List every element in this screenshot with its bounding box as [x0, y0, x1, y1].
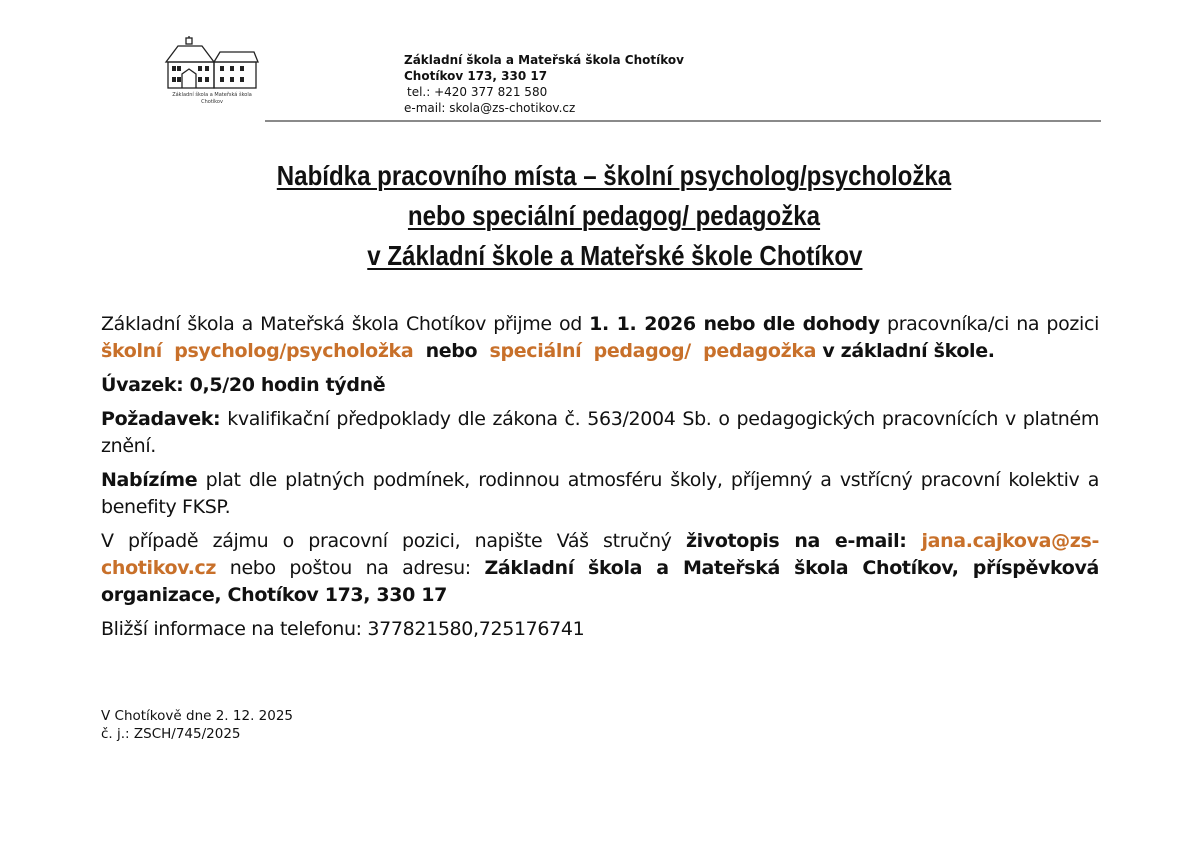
- page-title: [184, 156, 1044, 276]
- school-building-icon: [162, 36, 262, 92]
- offer-paragraph: [101, 467, 1099, 521]
- contact-email-link[interactable]: jana.cajkova@zs-chotikov.cz: [101, 530, 1099, 579]
- contact-paragraph: [101, 528, 1099, 609]
- contact-text: nebo poštou na adresu:: [216, 557, 485, 579]
- title-line-1: Nabídka pracovního místa – školní psycholog/psycholožka: [276, 160, 952, 191]
- organization-email: e-mail: skola@zs-chotikov.cz: [404, 101, 576, 115]
- title-line-2: nebo speciální pedagog/ pedagožka: [407, 200, 821, 231]
- intro-paragraph: [101, 311, 1099, 365]
- logo-caption-line1: Základní škola a Mateřská škola: [172, 92, 252, 98]
- title-line-3: v Základní škole a Mateřské škole Chotíkov: [367, 240, 863, 271]
- organization-address: Chotíkov 173, 330 17: [404, 69, 548, 83]
- intro-text: Základní škola a Mateřská škola Chotíkov přijme od: [101, 313, 590, 335]
- organization-phone: tel.: +420 377 821 580: [407, 85, 548, 99]
- offer-label: Nabízíme: [101, 469, 198, 491]
- organization-header: [404, 52, 684, 116]
- intro-text: v základní škole.: [816, 340, 995, 362]
- cv-label: životopis na e-mail:: [685, 530, 907, 552]
- position-special-pedagogue: speciální pedagog/ pedagožka: [489, 340, 817, 362]
- requirement-paragraph: [101, 406, 1099, 460]
- postal-address: Základní škola a Mateřská škola Chotíkov, příspěvková organizace, Chotíkov 173, 330 17: [101, 557, 1100, 606]
- place-date: V Chotíkově dne 2. 12. 2025: [101, 708, 294, 724]
- position-psychologist: školní psycholog/psycholožka: [101, 340, 414, 362]
- reference-number: č. j.: ZSCH/745/2025: [101, 726, 241, 742]
- start-date: 1. 1. 2026 nebo dle dohody: [589, 313, 880, 335]
- document-body: [101, 311, 1099, 650]
- logo-caption: [162, 92, 262, 106]
- intro-text: pracovníka/ci na pozici: [879, 313, 1099, 335]
- document-footer: [101, 707, 293, 743]
- contact-text: V případě zájmu o pracovní pozici, napište Váš stručný: [101, 530, 686, 552]
- school-logo: [162, 36, 262, 108]
- offer-text: plat dle platných podmínek, rodinnou atmosféru školy, příjemný a vstřícný pracovní kolektiv a benefity FKSP.: [101, 469, 1099, 518]
- workload: Úvazek: 0,5/20 hodin týdně: [101, 374, 386, 396]
- requirement-text: kvalifikační předpoklady dle zákona č. 563/2004 Sb. o pedagogických pracovnících v platném znění.: [101, 408, 1099, 457]
- phone-info: Bližší informace na telefonu: 377821580,725176741: [101, 618, 585, 640]
- intro-connector: nebo: [413, 340, 490, 362]
- requirement-label: Požadavek:: [101, 408, 221, 430]
- header-divider: [265, 120, 1101, 122]
- organization-name: Základní škola a Mateřská škola Chotíkov: [404, 53, 684, 67]
- logo-caption-line2: Chotíkov: [201, 99, 223, 105]
